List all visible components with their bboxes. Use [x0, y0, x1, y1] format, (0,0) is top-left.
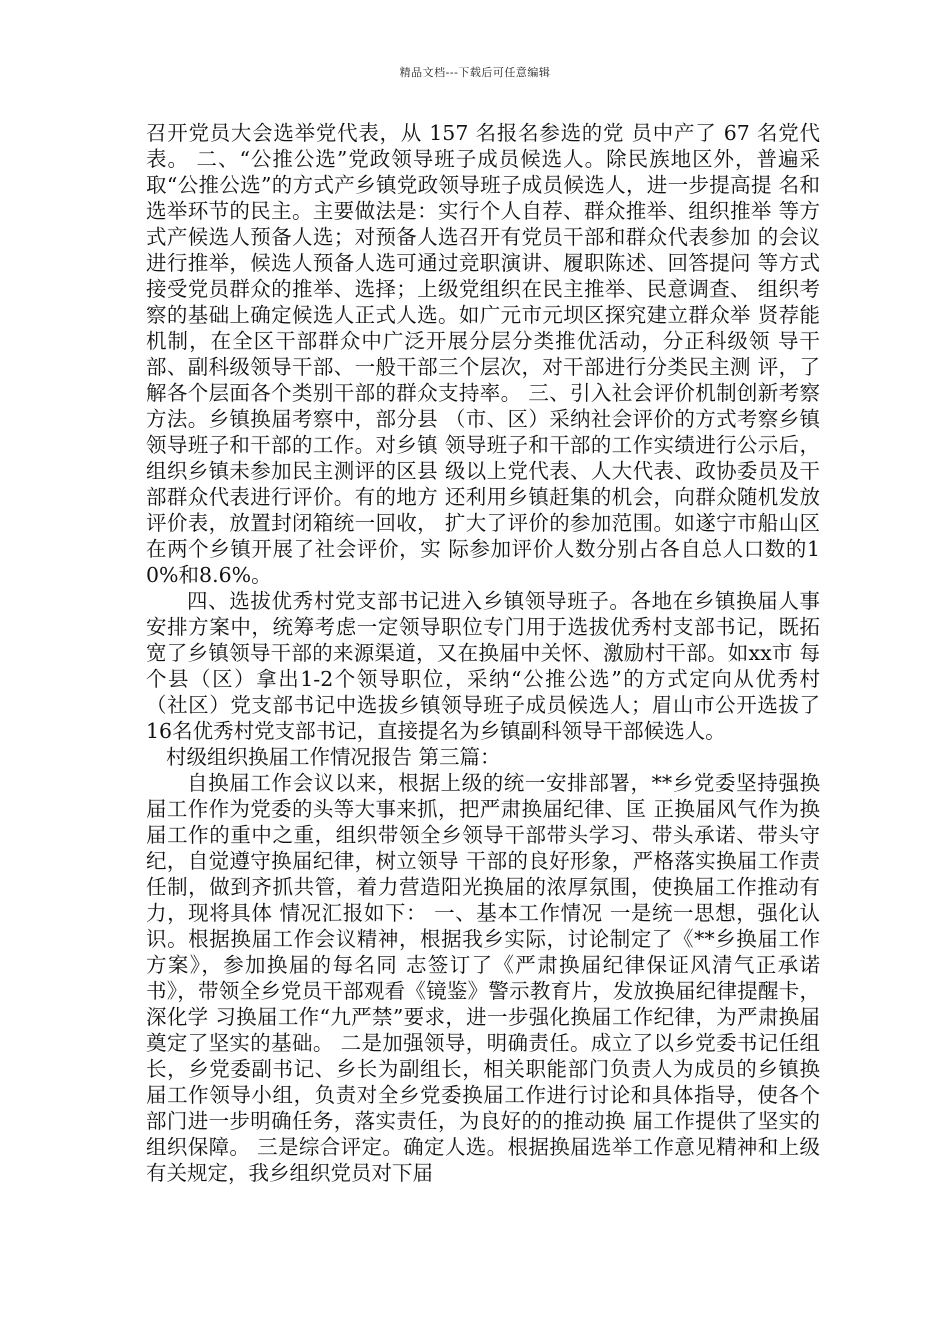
paragraph-1: 召开党员大会选举党代表，从 157 名报名参选的党 员中产了 67 名党代表。 二、“公推公选”党政领导班子成员候选人。除民族地区外，普遍采 取“公推公选”的方式产乡镇党政领导班子成员候选人，进一步提高提 名和选举环节的民主。主要做法是：实行个人自荐、群众推举、组织推举 等方式产候选人预备人选；对预备人选召开有党员干部和群众代表参加 的会议进行推举，候选人预备人选可通过竞职演讲、履职陈述、回答提问 等方式接受党员群众的推举、选择；上级党组织在民主推举、民意调查、 组织考察的基础上确定候选人正式人选。如广元市元坝区探究建立群众举 贤荐能机制，在全区干部群众中广泛开展分层分类推优活动，分正科级领 导干部、副科级领导干部、一般干部三个层次，对干部进行分类民主测 评，了解各个层面各个类别干部的群众支持率。 三、引入社会评价机制创新考察方法。乡镇换届考察中，部分县 （市、区）采纳社会评价的方式考察乡镇领导班子和干部的工作。对乡镇 领导班子和干部的工作实绩进行公示后，组织乡镇未参加民主测评的区县 级以上党代表、人大代表、政协委员及干部群众代表进行评价。有的地方 还利用乡镇赶集的机会，向群众随机发放评价表，放置封闭箱统一回收， 扩大了评价的参加范围。如遂宁市船山区在两个乡镇开展了社会评价，实 际参加评价人数分别占各自总人口数的10%和8.6%。 [146, 121, 820, 587]
page-header: 精品文档---下载后可任意编辑 [399, 66, 551, 79]
section-heading: 村级组织换届工作情况报告 第三篇： [166, 745, 501, 769]
document-body [146, 120, 820, 1186]
paragraph-3: 自换届工作会议以来，根据上级的统一安排部署，**乡党委坚持强换届工作作为党委的头等大事来抓，把严肃换届纪律、匡 正换届风气作为换届工作的重中之重，组织带领全乡领导干部带头学习、带头承诺、带头守纪，自觉遵守换届纪律，树立领导 干部的良好形象，严格落实换届工作责任制，做到齐抓共管，着力营造阳光换届的浓厚氛围，使换届工作推动有力，现将具体 情况汇报如下： 一、基本工作情况 一是统一思想，强化认识。根据换届工作会议精神，根据我乡实际，讨论制定了《**乡换届工作方案》，参加换届的每名同 志签订了《严肃换届纪律保证风清气正承诺书》，带领全乡党员干部观看《镜鉴》警示教育片，发放换届纪律提醒卡，深化学 习换届工作“九严禁”要求，进一步强化换届工作纪律，为严肃换届奠定了坚实的基础。 二是加强领导，明确责任。成立了以乡党委书记任组长，乡党委副书记、乡长为副组长，相关职能部门负责人为成员的乡镇换 届工作领导小组，负责对全乡党委换届工作进行讨论和具体指导，使各个部门进一步明确任务，落实责任，为良好的的推动换 届工作提供了坚实的组织保障。 三是综合评定。确定人选。根据换届选举工作意见精神和上级有关规定，我乡组织党员对下届 [146, 771, 820, 1185]
paragraph-2: 四、选拔优秀村党支部书记进入乡镇领导班子。各地在乡镇换届人事 安排方案中，统筹考虑一定领导职位专门用于选拔优秀村支部书记，既拓 宽了乡镇领导干部的来源渠道，又在换届中关怀、激励村干部。如xx市 每个县（区）拿出1-2个领导职位，采纳“公推公选”的方式定向从优秀村 （社区）党支部书记中选拔乡镇领导班子成员候选人；眉山市公开选拔了 16名优秀村党支部书记，直接提名为乡镇副科领导干部候选人。 [146, 589, 820, 743]
